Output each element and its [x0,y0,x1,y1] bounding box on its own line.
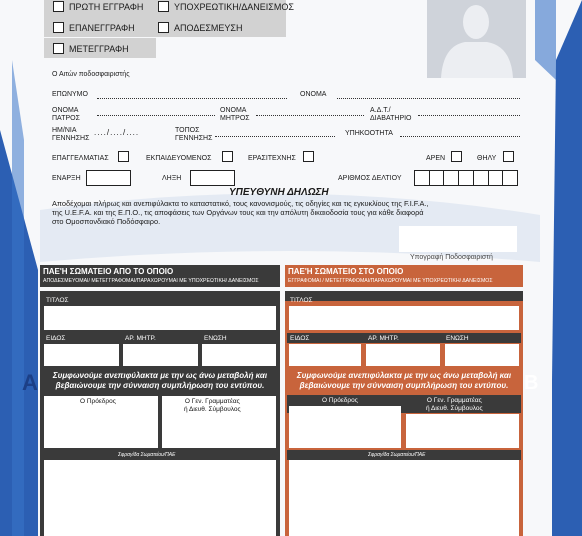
father-name-field[interactable] [97,115,215,116]
applicant-intro: Ο Αιτών ποδοσφαιριστής [52,71,130,78]
end-field[interactable] [190,170,235,186]
from-club-agreement: Συμφωνούμε ανεπιφύλακτα με την ως άνω μεταβολή και βεβαιώνουμε την σύνναιση συμπλήρωση του εντύπου. [52,371,268,390]
re-registration-label: ΕΠΑΝΕΓΓΡΑΦΗ [69,23,135,33]
to-club-union-label: ΕΝΩΣΗ [446,335,469,342]
first-registration-label: ΠΡΩΤΗ ΕΓΓΡΑΦΗ [69,2,144,12]
to-club-president-box[interactable] [289,406,401,448]
trainee-label: ΕΚΠΑΙΔΕΥΟΜΕΝΟΣ [146,155,212,162]
from-club-president-label: Ο Πρόεδρος [80,398,116,405]
to-club-reg-label: ΑΡ. ΜΗΤΡ. [368,335,399,342]
start-field[interactable] [86,170,131,186]
amateur-checkbox[interactable] [303,151,314,162]
person-silhouette-icon [427,0,526,78]
amateur-label: ΕΡΑΣΙΤΕΧΝΗΣ [248,155,296,162]
birth-date-label: ΗΜ/ΝΙΑ ΓΕΝΝΗΣΗΣ [52,127,90,142]
from-club-title-label: ΤΙΤΛΟΣ [46,297,69,304]
male-label: ΑΡΕΝ [426,155,446,162]
from-club-reg-label: ΑΡ. ΜΗΤΡ. [125,335,156,342]
professional-checkbox[interactable] [118,151,129,162]
to-club-title-field[interactable] [289,306,519,330]
card-number-boxes[interactable] [414,170,518,186]
professional-label: ΕΠΑΓΓΕΛΜΑΤΙΑΣ [52,155,109,162]
end-label: ΛΗΞΗ [162,175,182,182]
birth-place-label: ΤΟΠΟΣ ΓΕΝΝΗΣΗΣ [175,127,213,142]
id-passport-label: Α.Δ.Τ./ ΔΙΑΒΑΤΗΡΙΟ [370,107,412,122]
to-club-type-field[interactable] [289,344,361,366]
side-letter-b: B [524,372,539,394]
to-club-header: ΠΑΕ'Η ΣΩΜΑΤΕΙΟ ΣΤΟ ΟΠΟΙΟ ΕΓΓΡΑΦΟΜΑΙ / ΜΕΤΕΓΓΡΑΦΟΜΑΙ/ΠΑΡΑΧΩΡΟΥΜΑΙ ΜΕ ΥΠΟΧΡΕΩΤΙΚΗ/ ΔΑΝΕΙΣΜΟΣ [285,265,523,287]
transfer-label: ΜΕΤΕΓΓΡΑΦΗ [69,44,129,54]
to-club-type-label: ΕΙΔΟΣ [290,335,310,342]
trainee-checkbox[interactable] [222,151,233,162]
card-number-label: ΑΡΙΘΜΟΣ ΔΕΛΤΙΟΥ [338,175,402,182]
from-club-secretary-label: Ο Γεν. Γραμματέας ή Διευθ. Σύμβουλος [184,398,241,413]
mother-name-field[interactable] [256,115,364,116]
side-letter-a: A [22,370,38,395]
declaration-text: Αποδέχομαι πλήρως και ανεπιφύλακτα το καταστατικό, τους κανονισμούς, τις οδηγίες και τις εγκυκλίους της F.I.F.A., της U.E.F.A. και της Ε.Π.Ο., τις αποφάσεις των Οργάνων τους και την απόλυτη δικαιοδοσία τους για κάθε διαφορά στο Ομοσπονδιακό Ποδόσφαιρο. [52,199,429,226]
surname-field[interactable] [97,98,287,99]
female-label: ΘΗΛΥ [477,155,497,162]
declaration-title: ΥΠΕΥΘΥΝΗ ΔΗΛΩΣΗ [229,187,329,198]
to-club-union-field[interactable] [445,344,519,366]
surname-label: ΕΠΩΝΥΜΟ [52,91,88,98]
name-label: ΟΝΟΜΑ [300,91,327,98]
to-club-title-label: ΤΙΤΛΟΣ [290,297,313,304]
from-club-stamp-label: Σφραγίδα Σωματείου/ΠΑΕ [118,452,176,458]
mandatory-loan-label: ΥΠΟΧΡΕΩΤΙΚΗ/ΔΑΝΕΙΣΜΟΣ [174,2,294,12]
from-club-union-label: ΕΝΩΣΗ [204,335,227,342]
to-club-secretary-label: Ο Γεν. Γραμματέας ή Διευθ. Σύμβουλος [426,397,483,412]
birth-place-field[interactable] [215,136,335,137]
from-club-header: ΠΑΕ'Η ΣΩΜΑΤΕΙΟ ΑΠΟ ΤΟ ΟΠΟΙΟ ΑΠΟΔΕΣΜΕΥΟΜΑΙ/ ΜΕΤΕΓΓΡΑΦΟΜΑΙ/ΠΑΡΑΧΩΡΟΥΜΑΙ ΜΕ ΥΠΟΧΡΕΩΤΙΚΗ/ ΔΑΝΕΙΣΜΟΣ [40,265,280,287]
signature-field[interactable] [399,226,517,252]
birth-date-field[interactable]: ..../..../.... [94,128,140,137]
photo-placeholder[interactable] [427,0,526,78]
from-club-type-field[interactable] [44,344,119,366]
male-checkbox[interactable] [451,151,462,162]
nationality-label: ΥΠΗΚΟΟΤΗΤΑ [345,130,393,137]
from-club-title-field[interactable] [44,306,276,330]
female-checkbox[interactable] [503,151,514,162]
mother-name-label: ΟΝΟΜΑ ΜΗΤΡΟΣ [220,107,250,122]
from-club-stamp-box[interactable] [44,460,276,536]
release-checkbox[interactable] [158,22,169,33]
re-registration-checkbox[interactable] [53,22,64,33]
to-club-president-label: Ο Πρόεδρος [322,397,358,404]
name-field[interactable] [337,98,520,99]
to-club-stamp-label: Σφραγίδα Σωματείου/ΠΑΕ [368,452,426,458]
id-passport-field[interactable] [418,115,520,116]
from-club-type-label: ΕΙΔΟΣ [46,335,66,342]
to-club-stamp-box[interactable] [289,460,519,536]
transfer-checkbox[interactable] [53,43,64,54]
to-club-reg-field[interactable] [366,344,440,366]
nationality-field[interactable] [400,136,520,137]
mandatory-loan-checkbox[interactable] [158,1,169,12]
father-name-label: ΟΝΟΜΑ ΠΑΤΡΟΣ [52,107,80,122]
from-club-reg-field[interactable] [123,344,198,366]
from-club-union-field[interactable] [202,344,276,366]
to-club-secretary-box[interactable] [406,414,519,448]
start-label: ΕΝΑΡΞΗ [52,175,81,182]
to-club-agreement: Συμφωνούμε ανεπιφύλακτα με την ως άνω μεταβολή και βεβαιώνουμε την σύνναιση συμπλήρωση του εντύπου. [296,371,512,390]
release-label: ΑΠΟΔΕΣΜΕΥΣΗ [174,23,243,33]
first-registration-checkbox[interactable] [53,1,64,12]
signature-label: Υπογραφή Ποδοσφαιριστή [410,254,493,261]
